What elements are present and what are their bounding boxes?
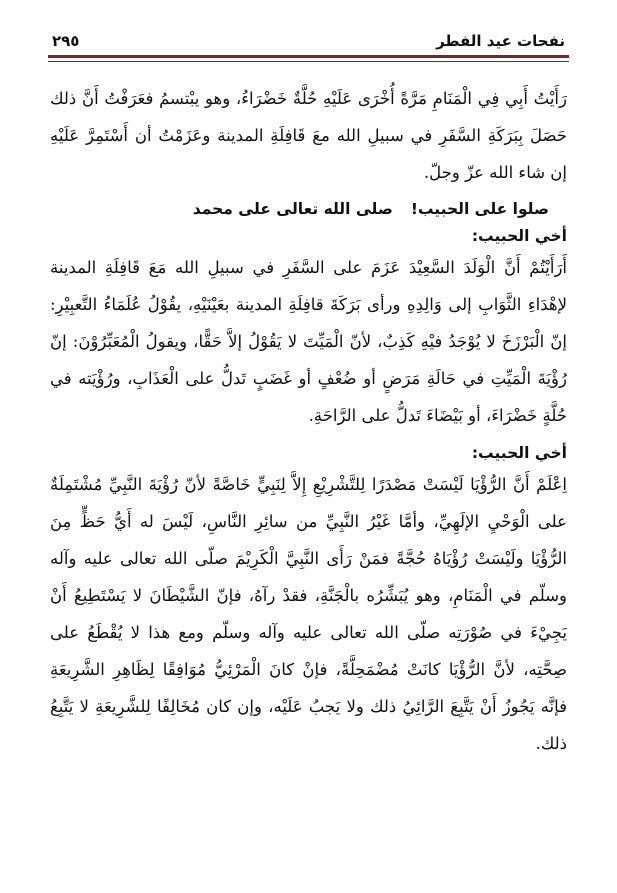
- header-rule-thick: [48, 55, 569, 58]
- salawat-call: صلوا على الحبيب!: [410, 200, 549, 218]
- page-body: [50, 80, 567, 762]
- page-number: ٢٩٥: [52, 32, 80, 50]
- salawat-response: صلى الله تعالى على محمد: [192, 200, 393, 218]
- section-heading-2: أخي الحبيب:: [471, 444, 567, 462]
- paragraph-3: اِعْلَمْ أَنَّ الرُّؤْيَا لَيْسَتْ مَصْدَرًا لِلتَّشْرِيْعِ إِلاَّ لِنَبِيٍّ خَاصَّةً لأنّ رُؤْيَةَ النَّبِيِّ مُشْتَمِلَةٌ على الْوَحْيِ الإلَهِيِّ، وأمَّا غَيْرُ النَّبِيِّ من سائِرِ النَّاسِ، لَيْسَ له أَيُّ حَظٍّ مِنَ الرُّؤْيَا ولَيْسَتْ رُؤْيَاهُ حُجَّةً فمَنْ رَأَى النَّبِيَّ الْكَرِيْمَ صلّى الله تعالى عليه وآله وسلّم في الْمَنَامِ، وهو يُبَشِّرُه بالْجَنَّةِ، فقدْ رآهُ، فإنّ الشَّيْطَانَ لا يَسْتَطِيعُ أَنْ يَجِيْءَ في صُوْرَتِه صلّى الله تعالى عليه وآله وسلّم ومع هذا لا يُقْطَعُ على صِحَّتِه، لأنَّ الرُّؤْيَا كانَتْ مُضْمَحِلَّةً، فإنْ كانَ الْمَرْئِيُّ مُوَافِقًا لِظَاهِرِ الشَّرِيعَةِ فإنَّه يَجُوزُ أَنْ يَتَّبِعَ الرَّائِيُ ذلك ولا يَجبُ عَلَيْه، وإن كان مُخَالِفًا لِلشَّرِيعَةِ لا يَتَّبِعُ ذلك.: [50, 475, 567, 753]
- paragraph-1: رَأَيْتُ أَبِي فِي الْمَنَامِ مَرَّةً أُخْرَى عَلَيْهِ حُلَّةٌ خَضْرَاءُ، وهو يبْتسمُ فعَرَفْتُ أَنَّ ذلك حَصَلَ بِبَرَكَةِ السَّفَرِ في سبيلِ الله معَ قَافِلَةِ المدينة وعَزَمْتُ أن أَسْتَمِرَّ عَلَيْهِ إن شاء الله عزّ وجلّ.: [50, 89, 567, 182]
- section-heading-1: أخي الحبيب:: [471, 227, 567, 245]
- paragraph-2: أَرَأَيْتُمْ أَنَّ الْوَلَدَ السَّعِيْدَ عَزَمَ على السَّفَرِ في سبيلِ الله مَعَ قَافِلَةِ المدينة لإهْدَاءِ الثَّوَابِ إلى وَالِدِهِ ورأى بَرَكَةَ قافِلَةِ المدينة بعَيْنَيْهِ، يقُوْلُ عُلَمَاءُ التَّعبِيْرِ: إنّ الْبَرْزَخَ لا يُوْجَدُ فيْهِ كَذِبٌ، لأنّ الْمَيِّتَ لا يَقُوْلُ إلاَّ حَقًّا، ويقولُ الْمُعَبِّرُوْنَ: إنّ رُؤْيَةَ الْمَيِّتِ في حَالَةِ مَرَضٍ أو ضُعْفٍ أو غَضَبٍ تَدلُّ على الْعَذَابِ، ورُؤْيَته في حُلَّةٍ خَضْرَاءَ، أو بَيْضَاءَ تَدلُّ على الرَّاحَةِ.: [50, 258, 567, 425]
- header-rule-thin: [48, 61, 569, 62]
- page-header: [52, 28, 565, 54]
- book-title: نفحات عيد الفطر: [436, 32, 565, 50]
- salawat-line: [50, 195, 567, 223]
